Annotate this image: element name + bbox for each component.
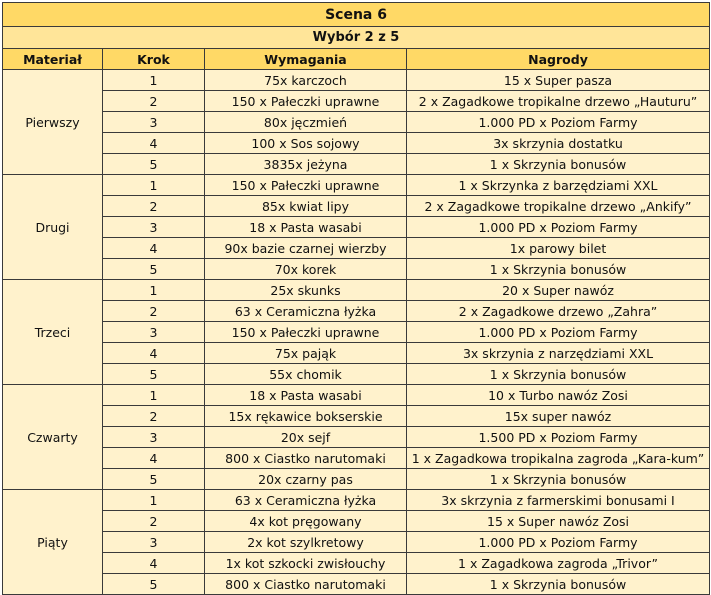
- reward-cell: 15 x Super pasza: [407, 70, 710, 91]
- reward-cell: 1.000 PD x Poziom Farmy: [407, 322, 710, 343]
- requirement-cell: 75x pająk: [205, 343, 407, 364]
- table-row: [3, 91, 710, 112]
- table-row: [3, 154, 710, 175]
- table-subtitle: Wybór 2 z 5: [3, 27, 710, 49]
- step-cell: 5: [103, 259, 205, 280]
- table-row: [3, 238, 710, 259]
- table-title: Scena 6: [3, 3, 710, 27]
- table-row: [3, 490, 710, 511]
- step-cell: 1: [103, 490, 205, 511]
- table-row: [3, 406, 710, 427]
- requirement-cell: 20x czarny pas: [205, 469, 407, 490]
- requirement-cell: 2x kot szylkretowy: [205, 532, 407, 553]
- table-row: [3, 574, 710, 595]
- reward-cell: 3x skrzynia z narzędziami XXL: [407, 343, 710, 364]
- table-row: [3, 301, 710, 322]
- requirement-cell: 150 x Pałeczki uprawne: [205, 91, 407, 112]
- reward-cell: 1 x Zagadkowa zagroda „Trivor”: [407, 553, 710, 574]
- reward-cell: 20 x Super nawóz: [407, 280, 710, 301]
- reward-cell: 2 x Zagadkowe tropikalne drzewo „Ankify”: [407, 196, 710, 217]
- requirement-cell: 80x jęczmień: [205, 112, 407, 133]
- step-cell: 3: [103, 217, 205, 238]
- step-cell: 2: [103, 301, 205, 322]
- requirement-cell: 63 x Ceramiczna łyżka: [205, 301, 407, 322]
- reward-cell: 1x parowy bilet: [407, 238, 710, 259]
- step-cell: 2: [103, 511, 205, 532]
- step-cell: 4: [103, 343, 205, 364]
- table-row: [3, 469, 710, 490]
- step-cell: 2: [103, 406, 205, 427]
- reward-cell: 1 x Skrzynia bonusów: [407, 574, 710, 595]
- requirement-cell: 85x kwiat lipy: [205, 196, 407, 217]
- requirement-cell: 75x karczoch: [205, 70, 407, 91]
- table-row: [3, 385, 710, 406]
- table-row: [3, 553, 710, 574]
- requirement-cell: 18 x Pasta wasabi: [205, 385, 407, 406]
- step-cell: 1: [103, 385, 205, 406]
- header-step: Krok: [103, 49, 205, 70]
- step-cell: 3: [103, 427, 205, 448]
- reward-cell: 15 x Super nawóz Zosi: [407, 511, 710, 532]
- requirement-cell: 25x skunks: [205, 280, 407, 301]
- step-cell: 4: [103, 448, 205, 469]
- requirement-cell: 100 x Sos sojowy: [205, 133, 407, 154]
- requirement-cell: 800 x Ciastko narutomaki: [205, 448, 407, 469]
- requirement-cell: 18 x Pasta wasabi: [205, 217, 407, 238]
- material-cell: Czwarty: [3, 385, 103, 490]
- material-cell: Piąty: [3, 490, 103, 595]
- requirement-cell: 800 x Ciastko narutomaki: [205, 574, 407, 595]
- header-requirements: Wymagania: [205, 49, 407, 70]
- reward-cell: 3x skrzynia dostatku: [407, 133, 710, 154]
- step-cell: 1: [103, 175, 205, 196]
- table-row: [3, 364, 710, 385]
- table-row: [3, 70, 710, 91]
- table-row: [3, 133, 710, 154]
- reward-cell: 1.000 PD x Poziom Farmy: [407, 217, 710, 238]
- reward-cell: 1 x Skrzynia bonusów: [407, 154, 710, 175]
- table-row: [3, 259, 710, 280]
- reward-cell: 1 x Skrzynia bonusów: [407, 364, 710, 385]
- table-row: [3, 343, 710, 364]
- reward-cell: 15x super nawóz: [407, 406, 710, 427]
- requirement-cell: 1x kot szkocki zwisłouchy: [205, 553, 407, 574]
- table-body: [3, 70, 710, 595]
- step-cell: 1: [103, 70, 205, 91]
- reward-cell: 1.000 PD x Poziom Farmy: [407, 532, 710, 553]
- reward-cell: 1 x Skrzynia bonusów: [407, 469, 710, 490]
- table-row: [3, 175, 710, 196]
- reward-cell: 1 x Skrzynka z barzędziami XXL: [407, 175, 710, 196]
- requirement-cell: 15x rękawice bokserskie: [205, 406, 407, 427]
- table-row: [3, 448, 710, 469]
- requirement-cell: 55x chomik: [205, 364, 407, 385]
- step-cell: 3: [103, 112, 205, 133]
- requirement-cell: 3835x jeżyna: [205, 154, 407, 175]
- reward-cell: 2 x Zagadkowe tropikalne drzewo „Hauturu”: [407, 91, 710, 112]
- step-cell: 5: [103, 469, 205, 490]
- material-cell: Drugi: [3, 175, 103, 280]
- table-row: [3, 196, 710, 217]
- requirement-cell: 70x korek: [205, 259, 407, 280]
- table-row: [3, 322, 710, 343]
- reward-cell: 10 x Turbo nawóz Zosi: [407, 385, 710, 406]
- step-cell: 4: [103, 553, 205, 574]
- table-row: [3, 217, 710, 238]
- table-row: [3, 112, 710, 133]
- requirement-cell: 4x kot pręgowany: [205, 511, 407, 532]
- step-cell: 5: [103, 574, 205, 595]
- requirement-cell: 150 x Pałeczki uprawne: [205, 175, 407, 196]
- step-cell: 3: [103, 322, 205, 343]
- reward-cell: 3x skrzynia z farmerskimi bonusami I: [407, 490, 710, 511]
- step-cell: 1: [103, 280, 205, 301]
- reward-cell: 1.000 PD x Poziom Farmy: [407, 112, 710, 133]
- material-cell: Pierwszy: [3, 70, 103, 175]
- requirement-cell: 20x sejf: [205, 427, 407, 448]
- step-cell: 3: [103, 532, 205, 553]
- step-cell: 4: [103, 133, 205, 154]
- step-cell: 2: [103, 91, 205, 112]
- header-material: Materiał: [3, 49, 103, 70]
- step-cell: 5: [103, 154, 205, 175]
- step-cell: 5: [103, 364, 205, 385]
- material-cell: Trzeci: [3, 280, 103, 385]
- reward-cell: 1 x Skrzynia bonusów: [407, 259, 710, 280]
- quest-table: [2, 2, 710, 595]
- table-row: [3, 427, 710, 448]
- reward-cell: 1.500 PD x Poziom Farmy: [407, 427, 710, 448]
- reward-cell: 1 x Zagadkowa tropikalna zagroda „Kara-kum”: [407, 448, 710, 469]
- header-rewards: Nagrody: [407, 49, 710, 70]
- step-cell: 2: [103, 196, 205, 217]
- table-row: [3, 511, 710, 532]
- requirement-cell: 90x bazie czarnej wierzby: [205, 238, 407, 259]
- reward-cell: 2 x Zagadkowe drzewo „Zahra”: [407, 301, 710, 322]
- step-cell: 4: [103, 238, 205, 259]
- table-row: [3, 532, 710, 553]
- requirement-cell: 63 x Ceramiczna łyżka: [205, 490, 407, 511]
- table-row: [3, 280, 710, 301]
- requirement-cell: 150 x Pałeczki uprawne: [205, 322, 407, 343]
